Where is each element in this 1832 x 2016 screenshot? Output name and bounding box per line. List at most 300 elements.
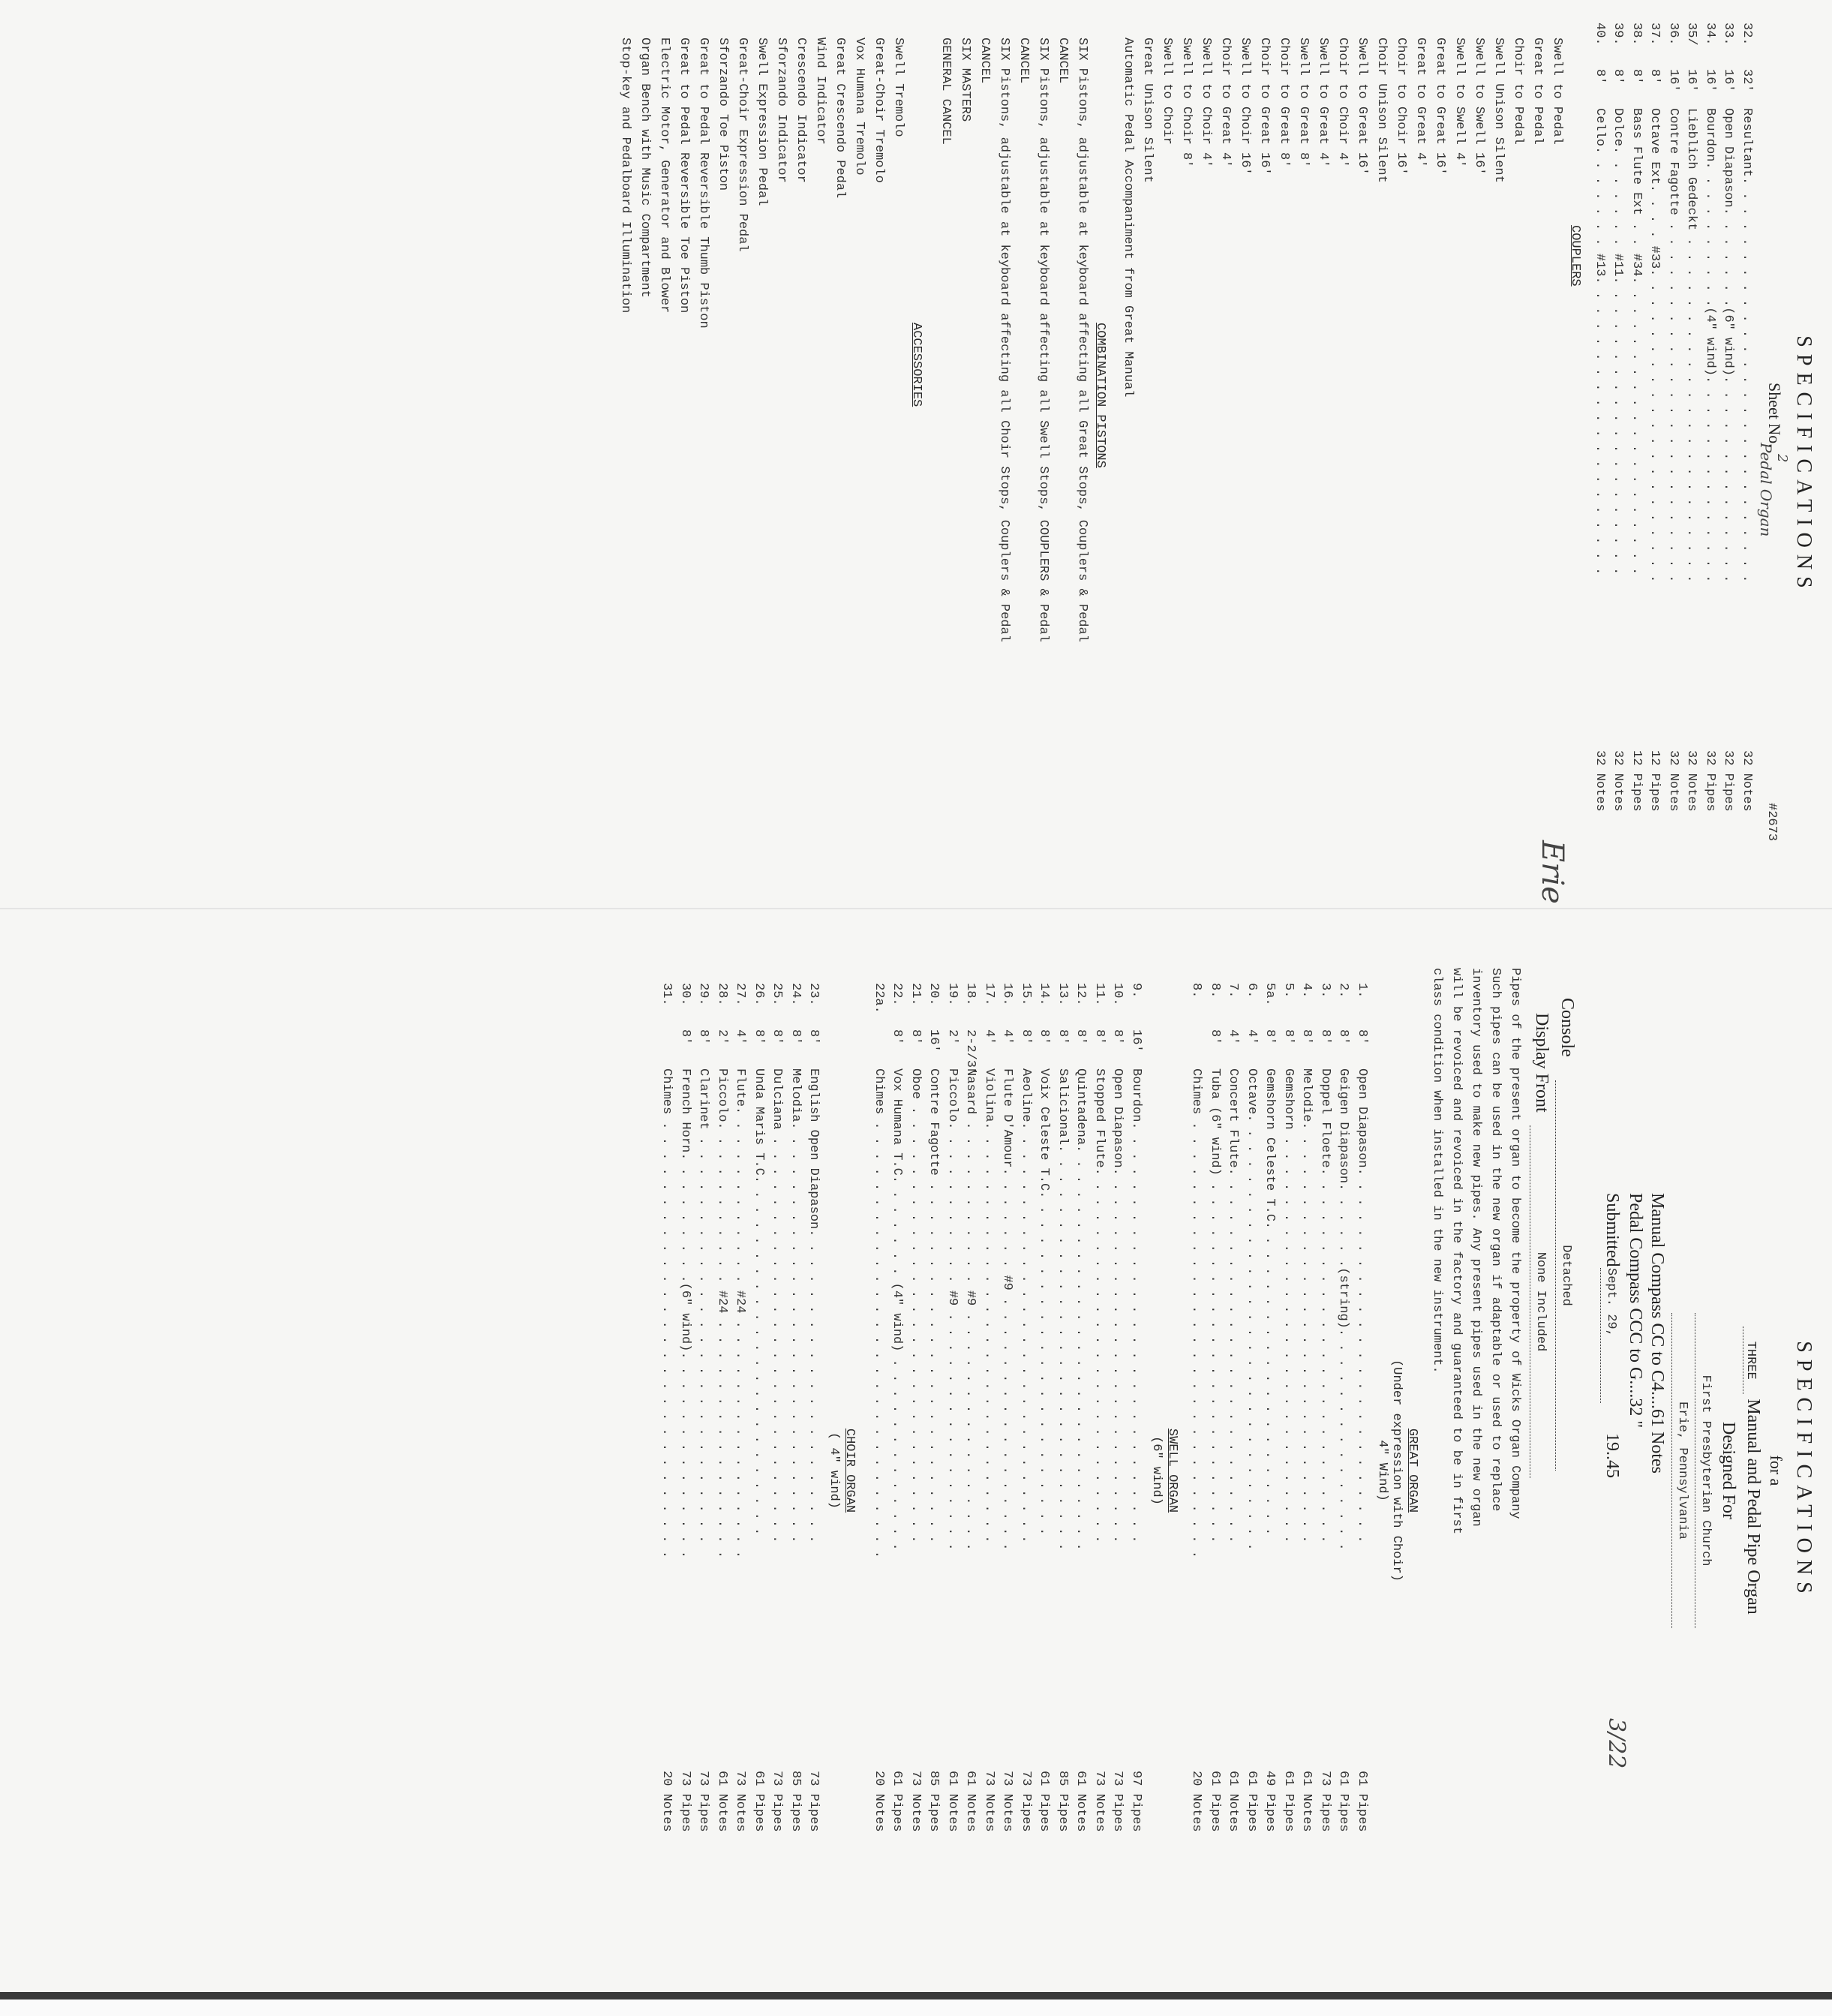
stop-pitch xyxy=(1187,1029,1206,1068)
stop-name: Doppel Floete. . . . . . . . . . . . . . . . . . . . . . . . . xyxy=(1318,1068,1332,1543)
stop-pitch: 8' xyxy=(1263,1029,1278,1045)
coupler-item: Choir to Great 4' xyxy=(1218,38,1233,168)
pedal-stop-row xyxy=(1664,23,1683,863)
console-label: Console xyxy=(1557,998,1577,1057)
coupler-item: Great to Great 4' xyxy=(1413,38,1428,168)
stop-pitch: 16' xyxy=(1129,1029,1143,1053)
stop-pitch: 8' xyxy=(806,1029,821,1045)
stop-name: Bourdon. . . . . . . . . . . . . . . . . . . . . . . . . . . . xyxy=(1129,1068,1143,1543)
stop-number: 28. xyxy=(715,983,729,1006)
margin-note: Erie xyxy=(1535,840,1569,904)
stop-name: Open Diapason. . . . . . . . . . . . . . . . . . . . . . . . . xyxy=(1110,1068,1125,1543)
great-stop-list xyxy=(1187,983,1371,1883)
pedal-stop-row xyxy=(1701,23,1719,863)
swell-stop-row xyxy=(943,983,962,1883)
great-stop-row xyxy=(1224,983,1242,1883)
choir-stop-row xyxy=(676,983,695,1883)
stop-name: Chimes . . . . . . . . . . . . . . . . . . . . . . . . . . . . . xyxy=(659,1068,674,1558)
coupler-item: Automatic Pedal Accompaniment from Great Manual xyxy=(1121,38,1136,398)
stop-name: Lieblich Gedeckt . . . . . . . . . . . . . . . . . . . . . . . xyxy=(1684,108,1699,583)
stop-quantity: 73 Notes xyxy=(982,1771,996,1832)
stop-quantity: 61 Notes xyxy=(945,1771,960,1832)
stop-number: 31. xyxy=(659,983,674,1006)
stop-pitch: 8' xyxy=(678,1029,692,1045)
accessories-heading: ACCESSORIES xyxy=(909,323,924,407)
piston-item: SIX Pistons, adjustable at keyboard affecting all Great Stops, Couplers & Pedal xyxy=(1075,38,1090,642)
great-stop-row xyxy=(1297,983,1316,1883)
stop-number: 5. xyxy=(1281,983,1296,999)
stop-pitch: 16' xyxy=(1684,69,1699,92)
stop-quantity: 73 Notes xyxy=(908,1771,923,1832)
stop-quantity: 61 Pipes xyxy=(890,1771,905,1832)
swell-sub: (6" wind) xyxy=(1149,1436,1164,1505)
stop-quantity: 32 Notes xyxy=(1666,750,1680,812)
stop-quantity: 20 Notes xyxy=(659,1771,674,1832)
stop-name: Piccolo. . . . . . . . . . . #9 . . . . . . . . . . . . . . . . xyxy=(945,1068,960,1551)
stop-name: Oboe . . . . . . . . . . . . . . . . . . . . . . . . . . . . . xyxy=(908,1068,923,1543)
swell-stop-row xyxy=(1127,983,1146,1883)
stop-number: 38. xyxy=(1629,23,1644,46)
swell-heading: SWELL ORGAN xyxy=(1165,1428,1179,1513)
stop-quantity: 61 Notes xyxy=(1226,1771,1241,1832)
stop-name: Dulciana . . . . . . . . . . . . . . . . . . . . . . . . . . . xyxy=(770,1068,785,1543)
great-heading: GREAT ORGAN xyxy=(1405,1428,1419,1513)
swell-stop-row xyxy=(998,983,1017,1883)
stop-number: 19. xyxy=(945,983,960,1006)
stop-number: 6. xyxy=(1245,983,1259,999)
stop-quantity: 32 Pipes xyxy=(1721,750,1736,812)
page-fold xyxy=(0,908,1832,909)
stop-quantity: 12 Pipes xyxy=(1629,750,1644,812)
stop-name: Bass Flute Ext . . #34. . . . . . . . . . . . . . . . . . . . xyxy=(1629,108,1644,575)
stop-name: Melodie. . . . . . . . . . . . . . . . . . . . . . . . . . . . xyxy=(1299,1068,1314,1543)
accessory-item: Electric Motor, Generator and Blower xyxy=(657,38,672,314)
accessory-item: Crescendo Indicator xyxy=(794,38,809,183)
stop-name: English Open Diapason. . . . . . . . . . . . . . . . . . . . . xyxy=(806,1068,821,1543)
stop-pitch: 8' xyxy=(1019,1029,1033,1045)
coupler-item: Swell Unison Silent xyxy=(1491,38,1506,183)
stop-name: Bourdon. . . . . . . . . .(4" wind). . . . . . . . . . . . . . xyxy=(1703,108,1717,583)
sheet-no-value: 2 xyxy=(1774,454,1790,463)
stop-name: Flute D'Amour. . . . . . . #9 . . . . . . . . . . . . . . . . . xyxy=(1000,1068,1015,1551)
swell-stop-row xyxy=(1035,983,1053,1883)
pedal-stop-list xyxy=(1590,23,1756,863)
submitted-year: 19..45 xyxy=(1602,1433,1622,1478)
page-margin xyxy=(0,1999,1832,2016)
stop-quantity: 73 Pipes xyxy=(678,1771,692,1832)
swell-stop-list xyxy=(869,983,1146,1883)
accessory-item: Swell Tremolo xyxy=(891,38,906,137)
stop-number: 29. xyxy=(696,983,711,1006)
great-stop-row xyxy=(1334,983,1353,1883)
coupler-item: Swell to Great 4' xyxy=(1316,38,1331,168)
choir-stop-row xyxy=(694,983,713,1883)
coupler-item: Swell to Swell 16' xyxy=(1472,38,1487,176)
stop-name: Clarinet . . . . . . . . . . . . . . . . . . . . . . . . . . . xyxy=(696,1068,711,1543)
stop-quantity: 73 Pipes xyxy=(1110,1771,1125,1832)
stop-name: Chimes . . . . . . . . . . . . . . . . . . . . . . . . . . . . . xyxy=(1189,1068,1204,1558)
intro-paragraph xyxy=(1427,968,1524,1988)
corner-note: 3/22 xyxy=(1603,1718,1629,1769)
stop-name: Unda Maris T.C. . . . . . . . . . . . . . . . . . . . . . . . xyxy=(752,1068,766,1536)
stop-name: Vox Humana T.C. . . . . . . (4" wind) . . . . . . . . . . . . . xyxy=(890,1068,905,1551)
stop-number: 1. xyxy=(1355,983,1369,999)
stop-quantity: 32 Notes xyxy=(1593,750,1607,812)
swell-stop-row xyxy=(980,983,999,1883)
stop-name: Geigen Diapason. . . . . .(string). . . . . . . . . . . . . . . xyxy=(1336,1068,1351,1551)
stop-pitch: 8' xyxy=(1593,69,1607,85)
stop-name: Octave. . . . . . . . . . . . . . . . . . . . . . . . . . . . . xyxy=(1245,1068,1259,1551)
coupler-item: Great to Great 16' xyxy=(1433,38,1448,176)
stop-pitch: 8' xyxy=(788,1029,803,1045)
stop-quantity: 61 Notes xyxy=(1299,1771,1314,1832)
stop-number: 22. xyxy=(890,983,905,1006)
stop-number: 11. xyxy=(1092,983,1107,1006)
stop-pitch: 4' xyxy=(982,1029,996,1045)
choir-stop-row xyxy=(767,983,786,1883)
stop-number: 35/ xyxy=(1684,23,1699,46)
choir-stop-list xyxy=(657,983,823,1883)
stop-name: Tuba (6" wind) . . . . . . . . . . . . . . . . . . . . . . . . xyxy=(1208,1068,1222,1543)
stop-pitch: 2' xyxy=(945,1029,960,1045)
stop-number: 22a. xyxy=(872,983,886,1014)
stop-pitch: 8' xyxy=(696,1029,711,1045)
stop-number: 40. xyxy=(1593,23,1607,46)
swell-stop-row xyxy=(887,983,906,1883)
stop-quantity: 73 Notes xyxy=(733,1771,748,1832)
stop-name: Nasard . . . . . . . . . . . #9 . . . . . . . . . . . . . . . . xyxy=(963,1068,978,1551)
coupler-item: Swell to Pedal xyxy=(1550,38,1565,145)
stop-pitch: 8' xyxy=(1611,69,1626,85)
submitted-label: Submitted xyxy=(1602,1193,1622,1267)
accessory-item: Great to Pedal Reversible Thumb Piston xyxy=(696,38,711,329)
stop-pitch: 8' xyxy=(1299,1029,1314,1045)
pedal-compass: Pedal Compass CCC to G....32 " xyxy=(1626,1193,1645,1429)
stop-quantity: 85 Pipes xyxy=(1056,1771,1070,1832)
pedal-stop-row xyxy=(1608,23,1627,863)
stop-quantity: 61 Notes xyxy=(1074,1771,1089,1832)
stop-pitch: 8' xyxy=(1281,1029,1296,1045)
stop-number: 24. xyxy=(788,983,803,1006)
stop-number: 21. xyxy=(908,983,923,1006)
stop-quantity: 32 Notes xyxy=(1740,750,1754,812)
pistons-heading: COMBINATION PISTONS xyxy=(1093,323,1108,468)
page-edge xyxy=(0,1992,1832,1999)
display-value: None Included xyxy=(1530,1125,1550,1478)
stop-number: 30. xyxy=(678,983,692,1006)
swell-stop-row xyxy=(906,983,925,1883)
stop-name: Quintadena. . . . . . . . . . . . . . . . . . . . . . . . . . . xyxy=(1074,1068,1089,1551)
stop-quantity: 12 Pipes xyxy=(1647,750,1662,812)
stop-pitch: 8' xyxy=(1037,1029,1052,1045)
stop-quantity: 61 Pipes xyxy=(1208,1771,1222,1832)
swell-stop-row xyxy=(1053,983,1072,1883)
stop-number: 37. xyxy=(1647,23,1662,46)
choir-stop-row xyxy=(804,983,823,1883)
church-name: First Presbyterian Church xyxy=(1695,1313,1715,1628)
great-sub1: (Under expression with Choir) xyxy=(1389,1360,1404,1582)
stop-number: 8. xyxy=(1208,983,1222,999)
stop-name: Open Diapason. . . . . . . . . . . . . . . . . . . . . . . . . xyxy=(1355,1068,1369,1543)
stop-pitch: 4' xyxy=(1000,1029,1015,1045)
piston-item: CANCEL xyxy=(1056,38,1071,84)
stop-pitch: 4' xyxy=(1245,1029,1259,1045)
stop-quantity: 85 Pipes xyxy=(788,1771,803,1832)
accessory-item: Great Crescendo Pedal xyxy=(833,38,848,199)
stop-pitch: 16' xyxy=(1721,69,1736,92)
great-stop-row xyxy=(1279,983,1298,1883)
stop-number: 32. xyxy=(1740,23,1754,46)
stop-pitch xyxy=(657,1029,676,1068)
coupler-item: Swell to Great 16' xyxy=(1355,38,1370,176)
stop-name: Dolce. . . . . . . #11. . . . . . . . . . . . . . . . . . . . xyxy=(1611,108,1626,575)
stop-quantity: 61 Pipes xyxy=(1281,1771,1296,1832)
stop-pitch: 16' xyxy=(1666,69,1680,92)
great-stop-row xyxy=(1353,983,1371,1883)
coupler-item: Choir Unison Silent xyxy=(1374,38,1389,183)
accessory-item: Great-Choir Tremolo xyxy=(872,38,887,183)
choir-stop-row xyxy=(713,983,731,1883)
accessory-list xyxy=(616,38,908,908)
stop-pitch: 8' xyxy=(1355,1029,1369,1045)
stop-number: 13. xyxy=(1056,983,1070,1006)
stop-name: Cello. . . . . . . #13. . . . . . . . . . . . . . . . . . . . xyxy=(1593,108,1607,575)
stop-name: Melodia. . . . . . . . . . . . . . . . . . . . . . . . . . . . xyxy=(788,1068,803,1543)
sheet-2 xyxy=(300,23,1815,908)
stop-quantity: 20 Notes xyxy=(872,1771,886,1832)
great-sub2: 4" Wind) xyxy=(1375,1440,1389,1501)
sheet2-title: SPECIFICATIONS xyxy=(1792,335,1815,595)
for-a: for a xyxy=(1767,1455,1785,1486)
sheet-note: Pedal Organ xyxy=(1757,443,1775,537)
swell-stop-row xyxy=(1108,983,1127,1883)
accessory-item: Wind Indicator xyxy=(813,38,828,145)
stop-quantity: 61 Pipes xyxy=(752,1771,766,1832)
stop-pitch: 8' xyxy=(1208,1029,1222,1045)
stop-pitch: 16' xyxy=(927,1029,942,1053)
piston-item: SIX Pistons, adjustable at keyboard affecting all Swell Stops, COUPLERS & Pedal xyxy=(1036,38,1051,642)
console-value: Detached xyxy=(1555,1080,1575,1471)
stop-pitch: 8' xyxy=(1110,1029,1125,1045)
coupler-item: Choir to Pedal xyxy=(1511,38,1526,145)
choir-stop-row xyxy=(731,983,749,1883)
stop-number: 3. xyxy=(1318,983,1332,999)
choir-stop-row xyxy=(749,983,768,1883)
coupler-item: Swell to Choir xyxy=(1160,38,1175,145)
stop-name: Open Diapason. . . . . . .(6" wind). . . . . . . . . . . . . . xyxy=(1721,108,1736,583)
stop-quantity: 73 Pipes xyxy=(1318,1771,1332,1832)
stop-quantity: 32 Notes xyxy=(1684,750,1699,812)
stop-number: 5a. xyxy=(1263,983,1278,1006)
stop-pitch: 8' xyxy=(1629,69,1644,85)
stop-number: 34. xyxy=(1703,23,1717,46)
stop-number: 10. xyxy=(1110,983,1125,1006)
pedal-stop-row xyxy=(1627,23,1646,863)
stop-pitch: 8' xyxy=(770,1029,785,1045)
stop-number: 15. xyxy=(1019,983,1033,1006)
stop-pitch: 4' xyxy=(733,1029,748,1045)
stop-number: 39. xyxy=(1611,23,1626,46)
stop-name: Salicional. . . . . . . . . . . . . . . . . . . . . . . . . . . xyxy=(1056,1068,1070,1551)
stop-quantity: 61 Notes xyxy=(963,1771,978,1832)
swell-stop-row xyxy=(1090,983,1109,1883)
accessory-item: Sforzando Toe Piston xyxy=(716,38,731,191)
intro-line: class condition when installed in the new instrument. xyxy=(1430,968,1444,1374)
stop-name: Aeoline. . . . . . . . . . . . . . . . . . . . . . . . . . . . xyxy=(1019,1068,1033,1543)
manual-count: THREE xyxy=(1743,1326,1758,1394)
stop-pitch: 8' xyxy=(1056,1029,1070,1045)
stop-number: 8. xyxy=(1189,983,1204,999)
pedal-stop-row xyxy=(1645,23,1664,863)
stop-number: 7. xyxy=(1226,983,1241,999)
organ-type: Manual and Pedal Pipe Organ xyxy=(1743,1399,1763,1615)
piston-item: GENERAL CANCEL xyxy=(939,38,954,145)
stop-quantity: 49 Pipes xyxy=(1263,1771,1278,1832)
stop-pitch: 2-2/3' xyxy=(963,1029,978,1076)
stop-number: 26. xyxy=(752,983,766,1006)
stop-name: Octave Ext. . . . #33. . . . . . . . . . . . . . . . . . . . . xyxy=(1647,108,1662,583)
sheet-1 xyxy=(278,840,1815,1988)
great-stop-row xyxy=(1206,983,1224,1883)
coupler-item: Swell to Choir 16' xyxy=(1238,38,1253,176)
stop-number: 23. xyxy=(806,983,821,1006)
stop-pitch: 32' xyxy=(1740,69,1754,92)
choir-stop-row xyxy=(657,983,676,1883)
stop-quantity: 73 Pipes xyxy=(696,1771,711,1832)
submitted-date: Sept. 29, xyxy=(1600,1268,1620,1403)
swell-stop-row xyxy=(961,983,980,1883)
stop-quantity: 32 Notes xyxy=(1611,750,1626,812)
stop-quantity: 97 Pipes xyxy=(1129,1771,1143,1832)
stop-number: 25. xyxy=(770,983,785,1006)
stop-name: Chimes . . . . . . . . . . . . . . . . . . . . . . . . . . . . . xyxy=(872,1068,886,1558)
stop-pitch: 8' xyxy=(890,1029,905,1045)
stop-number: 33. xyxy=(1721,23,1736,46)
stop-name: Voix Celeste T.C. . . . . . . . . . . . . . . . . . . . . . . xyxy=(1037,1068,1052,1536)
stop-quantity: 32 Pipes xyxy=(1703,750,1717,812)
great-stop-row xyxy=(1187,983,1206,1883)
piston-item: CANCEL xyxy=(978,38,993,84)
stop-number: 20. xyxy=(927,983,942,1006)
accessory-item: Swell Expression Pedal xyxy=(755,38,770,206)
coupler-item: Swell to Choir 8' xyxy=(1179,38,1194,168)
swell-stop-row xyxy=(1071,983,1090,1883)
stop-quantity: 73 Pipes xyxy=(1019,1771,1033,1832)
stop-pitch xyxy=(869,1029,888,1068)
intro-line: Pipes of the present organ to become the property of Wicks Organ Company xyxy=(1508,968,1522,1519)
stop-name: French Horn. . . . . . . . .(6" wind). . . . . . . . . . . . . . xyxy=(678,1068,692,1558)
coupler-item: Great Unison Silent xyxy=(1140,38,1155,183)
coupler-list xyxy=(1119,38,1567,908)
great-stop-row xyxy=(1260,983,1279,1883)
coupler-item: Swell to Great 8' xyxy=(1296,38,1311,168)
stop-number: 12. xyxy=(1074,983,1089,1006)
stop-pitch: 16' xyxy=(1703,69,1717,92)
stop-quantity: 61 Pipes xyxy=(1245,1771,1259,1832)
coupler-item: Swell to Swell 4' xyxy=(1452,38,1467,168)
couplers-heading: COUPLERS xyxy=(1568,225,1583,287)
stop-quantity: 61 Pipes xyxy=(1037,1771,1052,1832)
sheet-no-label: Sheet No. xyxy=(1765,383,1784,448)
swell-stop-row xyxy=(1017,983,1035,1883)
stop-quantity: 85 Pipes xyxy=(927,1771,942,1832)
piston-item: SIX Pistons, adjustable at keyboard affecting all Choir Stops, Couplers & Pedal xyxy=(997,38,1012,642)
pedal-stop-row xyxy=(1737,23,1756,863)
stop-name: Contre Fagotte . . . . . . . . . . . . . . . . . . . . . . . . xyxy=(927,1068,942,1543)
stop-pitch: 8' xyxy=(1074,1029,1089,1045)
stop-quantity: 20 Notes xyxy=(1189,1771,1204,1832)
stop-number: 16. xyxy=(1000,983,1015,1006)
stop-quantity: 73 Notes xyxy=(1000,1771,1015,1832)
stop-quantity: 61 Pipes xyxy=(1336,1771,1351,1832)
stop-pitch: 8' xyxy=(1092,1029,1107,1045)
stop-quantity: 73 Notes xyxy=(1092,1771,1107,1832)
stop-pitch: 2' xyxy=(715,1029,729,1045)
choir-heading: CHOIR ORGAN xyxy=(842,1428,857,1513)
accessory-item: Great-Choir Expression Pedal xyxy=(735,38,750,252)
choir-stop-row xyxy=(786,983,805,1883)
job-number: #2673 xyxy=(1764,803,1779,842)
accessory-item: Sforzando Indicator xyxy=(774,38,789,183)
accessory-item: Vox Humana Tremolo xyxy=(852,38,867,176)
accessory-item: Organ Bench with Music Compartment xyxy=(638,38,653,298)
stop-name: Contre Fagotte . . . . . . . . . . . . . . . . . . . . . . . . xyxy=(1666,108,1680,583)
pedal-stop-row xyxy=(1590,23,1609,863)
stop-pitch: 8' xyxy=(1336,1029,1351,1045)
stop-quantity: 61 Pipes xyxy=(1355,1771,1369,1832)
great-stop-row xyxy=(1316,983,1335,1883)
stop-pitch: 4' xyxy=(1226,1029,1241,1045)
display-label: Display Front xyxy=(1532,1013,1551,1113)
intro-line: inventory used to make new pipes. Any present pipes used in the new organ xyxy=(1469,968,1483,1527)
stop-number: 36. xyxy=(1666,23,1680,46)
coupler-item: Choir to Great 8' xyxy=(1277,38,1292,168)
pedal-stop-row xyxy=(1719,23,1737,863)
stop-name: Gemshorn Celeste T.C. . . . . . . . . . . . . . . . . . . . . xyxy=(1263,1068,1278,1536)
pedal-stop-row xyxy=(1682,23,1701,863)
coupler-item: Choir to Great 16' xyxy=(1257,38,1272,176)
coupler-item: Choir to Choir 4' xyxy=(1335,38,1350,168)
coupler-item: Great to Pedal xyxy=(1530,38,1545,145)
stop-pitch: 8' xyxy=(908,1029,923,1045)
manual-compass: Manual Compass CC to C4....61 Notes xyxy=(1647,1193,1667,1474)
stop-pitch: 8' xyxy=(752,1029,766,1045)
piston-item: SIX MASTERS xyxy=(958,38,973,122)
great-stop-row xyxy=(1242,983,1261,1883)
stop-number: 14. xyxy=(1037,983,1052,1006)
piston-item: CANCEL xyxy=(1017,38,1032,84)
intro-line: Such pipes can be used in the new organ if adaptable or used to replace xyxy=(1488,968,1503,1512)
designed-for: Designed For xyxy=(1719,1422,1738,1519)
stop-number: 4. xyxy=(1299,983,1314,999)
stop-pitch: 8' xyxy=(1318,1029,1332,1045)
stop-name: Violina. . . . . . . . . . . . . . . . . . . . . . . . . . . . xyxy=(982,1068,996,1543)
stop-quantity: 73 Pipes xyxy=(806,1771,821,1832)
stop-name: Concert Flute. . . . . . . . . . . . . . . . . . . . . . . . . xyxy=(1226,1068,1241,1543)
stop-number: 17. xyxy=(982,983,996,1006)
stop-number: 18. xyxy=(963,983,978,1006)
stop-quantity: 73 Pipes xyxy=(770,1771,785,1832)
stop-name: Stopped Flute. . . . . . . . . . . . . . . . . . . . . . . . . xyxy=(1092,1068,1107,1543)
piston-list xyxy=(936,38,1092,908)
stop-pitch: 8' xyxy=(1647,69,1662,85)
choir-sub: ( 4" wind) xyxy=(827,1432,842,1510)
swell-stop-row xyxy=(869,983,888,1883)
intro-line: will be revoiced and revoiced in the factory and guaranteed to be in first xyxy=(1449,968,1464,1534)
stop-name: Flute. . . . . . . . . . . . #24 . . . . . . . . . . . . . . . . xyxy=(733,1068,748,1558)
church-city: Erie, Pennsylvania xyxy=(1671,1313,1692,1628)
stop-name: Piccolo. . . . . . . . . . . #24 . . . . . . . . . . . . . . . . xyxy=(715,1068,729,1558)
